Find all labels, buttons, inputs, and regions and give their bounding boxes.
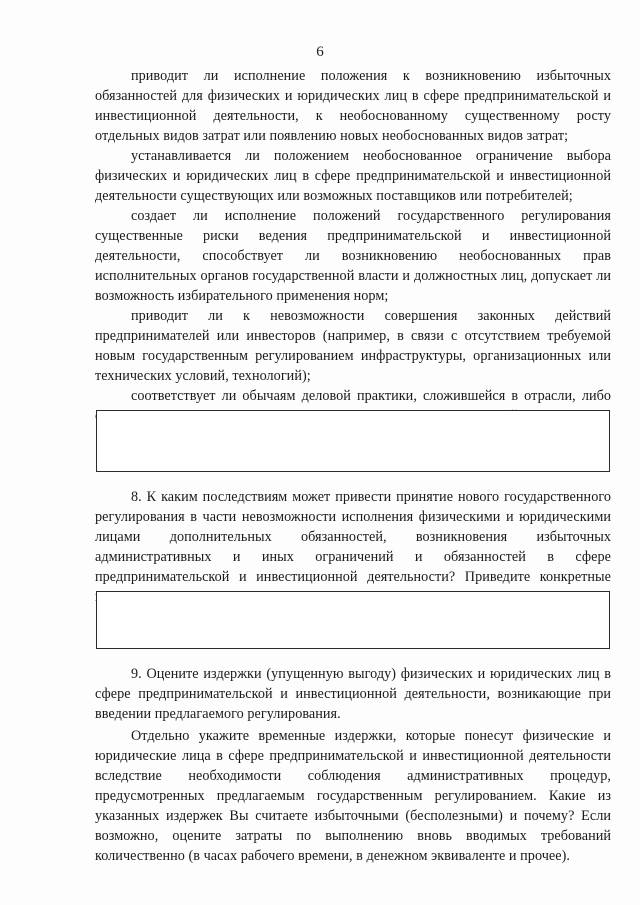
answer-field-question-8[interactable] [96,591,610,649]
answer-field-criteria[interactable] [96,410,610,472]
question-9-text: 9. Оцените издержки (упущенную выгоду) физических и юридических лиц в сфере предпринимательской и инвестиционной деятельности, возникающие при введении предлагаемого регулирования. [95,666,611,722]
page-number: 6 [316,44,324,60]
criteria-item: устанавливается ли положением необоснованное ограничение выбора физических и юридических лиц в сфере предпринимательской и инвестиционной деятельности существующих или возможных поставщиков или потребителей; [95,148,611,204]
question-9 [95,664,611,866]
criteria-item: создает ли исполнение положений государственного регулирования существенные риски ведения предпринимательской и инвестиционной деятельности, способствует ли возникновению необоснованных прав исполнительных органов государственной власти и должностных лиц, допускает ли возможность избирательного применения норм; [95,208,611,304]
question-8 [95,487,611,607]
criteria-item: приводит ли к невозможности совершения законных действий предпринимателей или инвесторов (например, в связи с отсутствием требуемой новым государственным регулированием инфраструктуры, организационных или технических условий, технологий); [95,308,611,384]
question-8-text: 8. К каким последствиям может привести принятие нового государственного регулирования в части невозможности исполнения физическими и юридическими лицами дополнительных обязанностей, возникновения избыточных административных и иных ограничений и обязанностей в сфере предпринимательской и инвестиционной деятельности? Приведите конкретные [95,489,611,585]
criteria-item: соответствует ли обычаям деловой практики, сложившейся в отрасли, либо [131,388,611,404]
criteria-list [95,66,611,426]
criteria-item: приводит ли исполнение положения к возникновению избыточных обязанностей для физических и юридических лиц в сфере предпринимательской и инвестиционной деятельности, к необоснованному существенному росту отдельных видов затрат или появлению новых необоснованных видов затрат; [95,68,611,144]
question-9-detail: Отдельно укажите временные издержки, которые понесут физические и юридические лица в сфере предпринимательской и инвестиционной деятельности вследствие необходимости соблюдения административных процедур, предусмотренных предлагаемым государственным регулированием. Какие из указанных издержек Вы считаете избыточными (бесполезными) и почему? Если возможно, оцените затраты по выполнению вновь вводимых требований количественно (в часах рабочего времени, в денежном эквиваленте и прочее). [95,728,611,864]
